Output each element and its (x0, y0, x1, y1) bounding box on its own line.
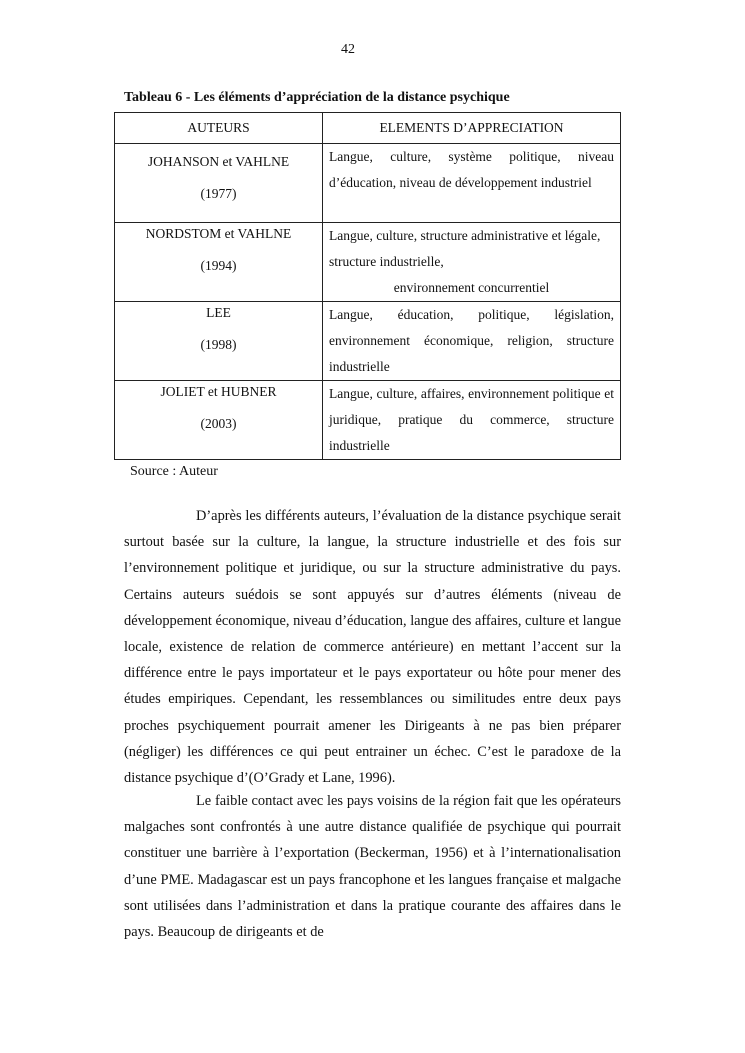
elements-cell (323, 223, 621, 302)
header-authors: AUTEURS (115, 113, 323, 144)
author-cell (115, 223, 323, 302)
table-source: Source : Auteur (130, 464, 218, 479)
author-name: JOLIET et HUBNER (160, 384, 277, 399)
author-cell (115, 144, 323, 223)
elements-text: Langue, culture, structure administrative et légale, structure industrielle, (329, 228, 601, 269)
author-year: (2003) (200, 416, 237, 431)
author-year: (1977) (200, 186, 237, 201)
author-cell (115, 302, 323, 381)
author-year: (1998) (200, 337, 237, 352)
author-name: JOHANSON et VAHLNE (147, 154, 290, 169)
appreciation-table (114, 112, 621, 460)
body-paragraph: D’après les différents auteurs, l’évaluation de la distance psychique serait surtout basée sur la culture, la langue, la structure industrielle et des fois sur l’environnement politique et juridique, ou sur la structure administrative du pays. Certains auteurs suédois se sont appuyés sur d’autres éléments (niveau de développement économique, niveau d’éducation, langue des affaires, culture et langue locale, existence de relation de commerce antérieure) en mettant l’accent sur la différence entre le pays importateur et le pays exportateur ou hôte pour mener des études empiriques. Cependant, les ressemblances ou similitudes entre deux pays proches psychiquement pourrait amener les Dirigeants à ne pas bien préparer (négliger) les différences ce qui peut entrainer un échec. C’est le paradoxe de la distance psychique d’(O’Grady et Lane, 1996). (124, 508, 621, 787)
author-name: LEE (206, 305, 231, 320)
elements-cell (323, 381, 621, 460)
table-title: Tableau 6 - Les éléments d’appréciation de la distance psychique (124, 90, 510, 105)
elements-text: Langue, éducation, politique, législation, environnement économique, religion, structure industrielle (329, 307, 614, 374)
author-name: NORDSTOM et VAHLNE (145, 226, 292, 241)
author-year: (1994) (200, 258, 237, 273)
page-number: 42 (341, 42, 355, 57)
table-row (115, 144, 621, 223)
elements-text: Langue, culture, système politique, niveau d’éducation, niveau de développement industriel (329, 149, 614, 190)
table-row (115, 223, 621, 302)
elements-cell (323, 302, 621, 381)
table-header-row (115, 113, 621, 144)
elements-cell (323, 144, 621, 223)
table-row (115, 381, 621, 460)
elements-text: Langue, culture, affaires, environnement politique et juridique, pratique du commerce, structure industrielle (329, 386, 614, 453)
body-paragraph: Le faible contact avec les pays voisins de la région fait que les opérateurs malgaches sont confrontés à une autre distance qualifiée de psychique qui pourrait constituer une barrière à l’exportation (Beckerman, 1956) et à l’internationalisation d’une PME. Madagascar est un pays francophone et les langues française et malgache sont utilisées dans l’administration et dans la pratique courante des affaires dans le pays. Beaucoup de dirigeants et de (124, 793, 621, 941)
elements-text-continued: environnement concurrentiel (393, 280, 550, 295)
header-elements: ELEMENTS D’APPRECIATION (323, 113, 621, 144)
table-row (115, 302, 621, 381)
author-cell (115, 381, 323, 460)
